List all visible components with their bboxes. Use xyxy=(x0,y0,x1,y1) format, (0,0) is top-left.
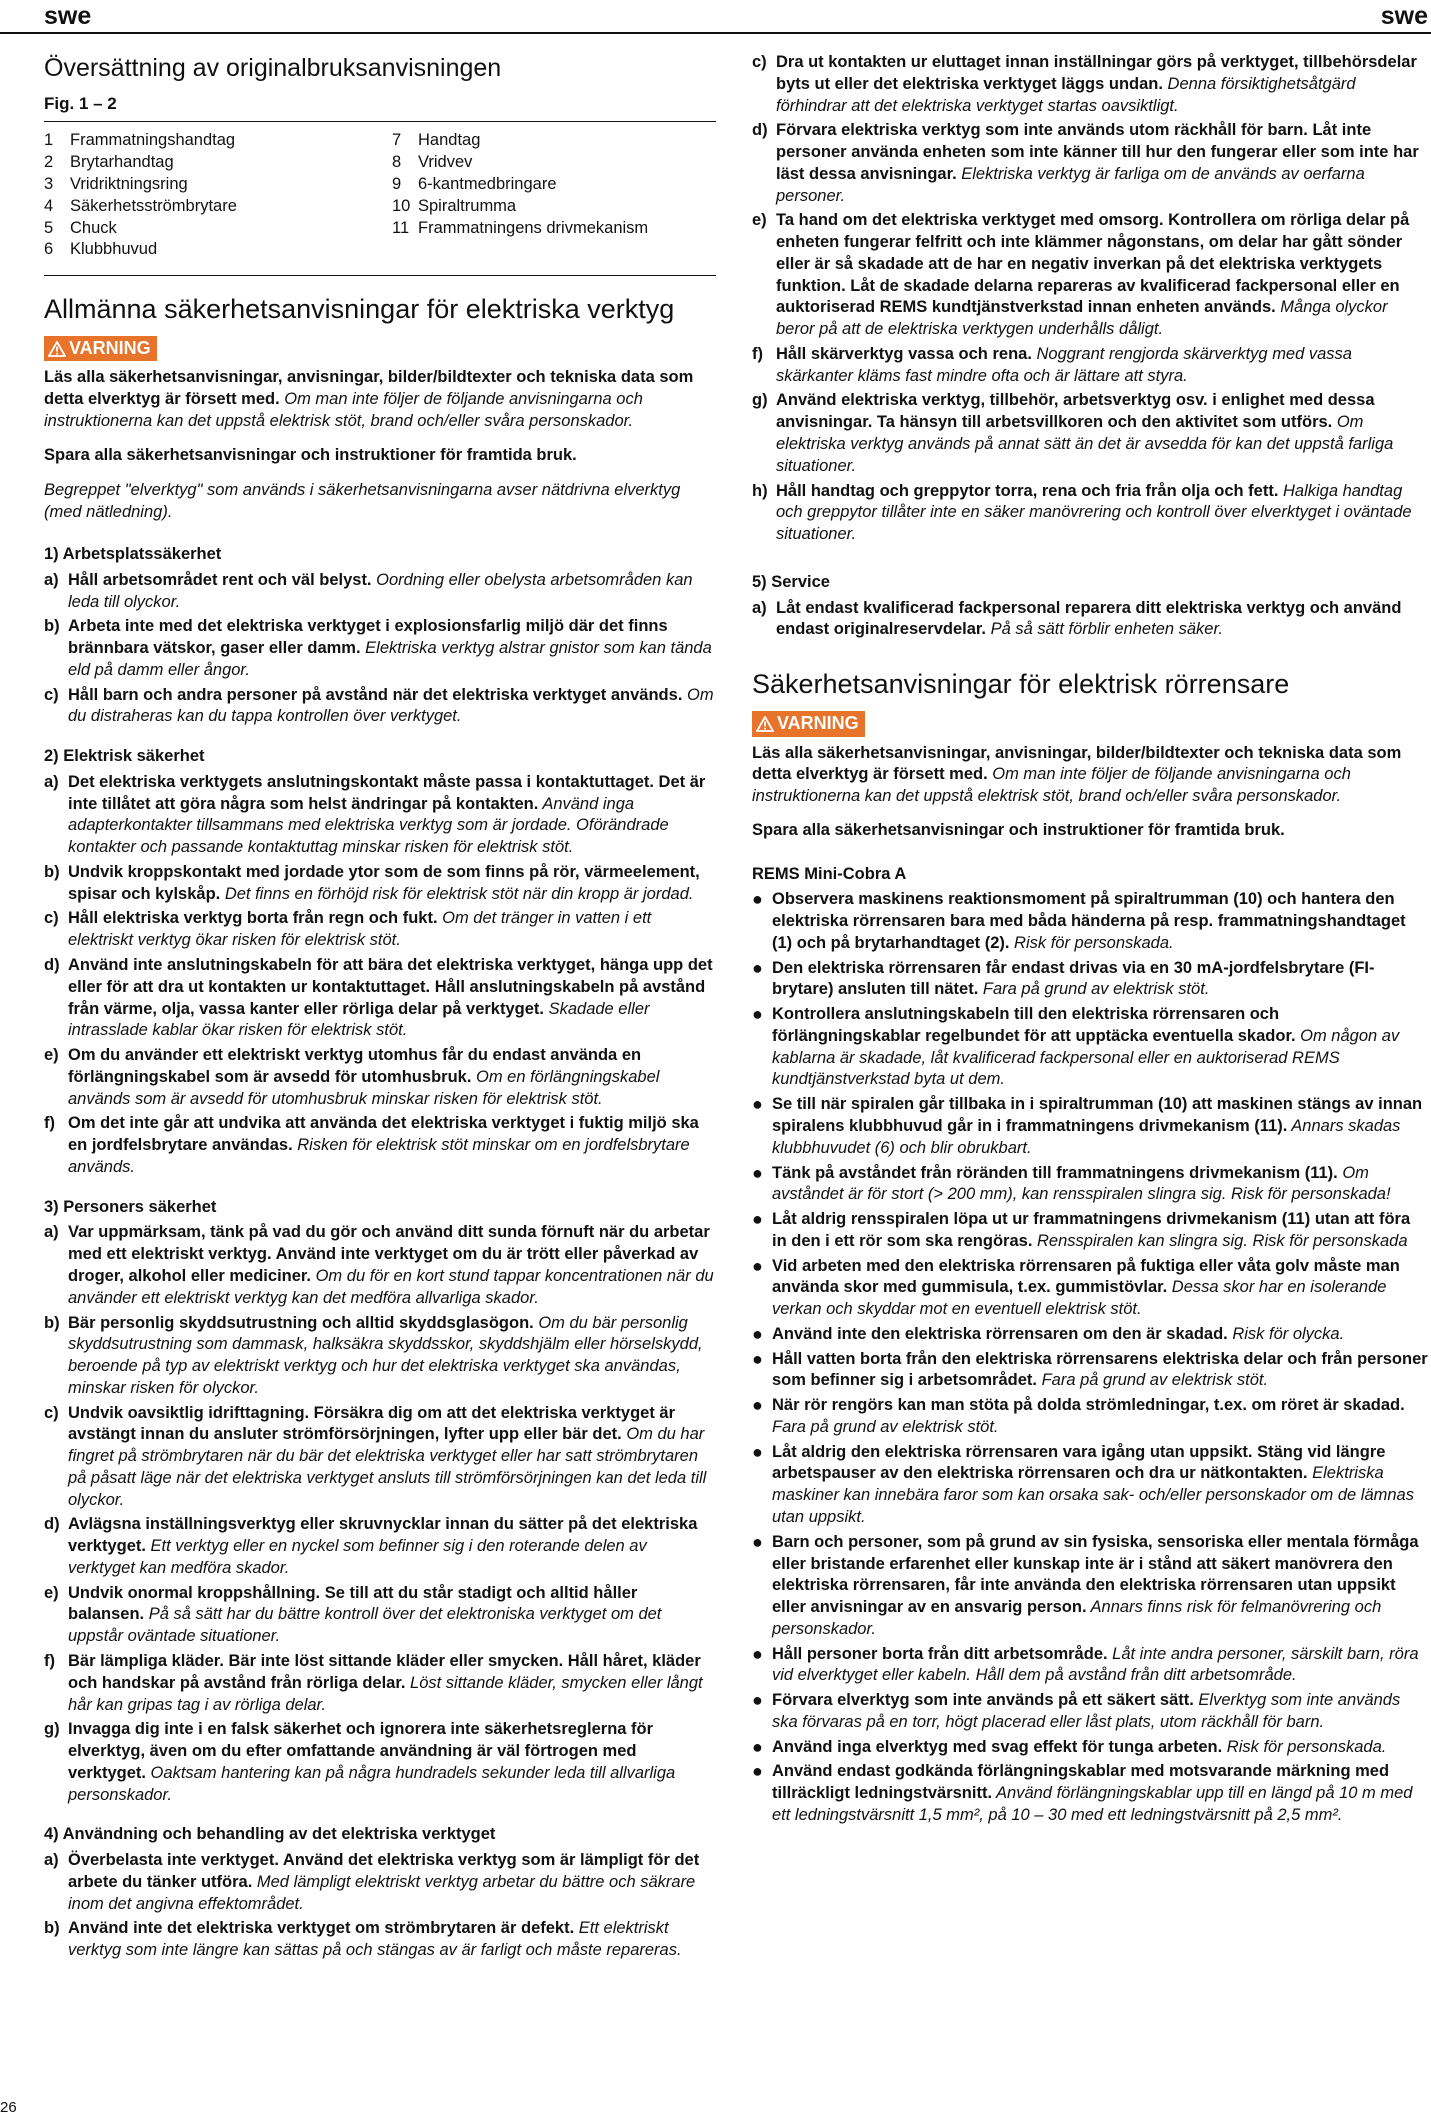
item-text-bold: Håll skärverktyg vassa och rena. xyxy=(776,344,1032,363)
part-name: Vridriktningsring xyxy=(70,174,188,193)
item-text-italic: Elektriska verktyg alstrar gnistor som kan tända eld på damm eller ångor. xyxy=(68,639,712,679)
instruction-item xyxy=(44,1313,716,1400)
item-text xyxy=(68,1313,716,1400)
item-label: ● xyxy=(752,1643,763,1664)
instruction-item xyxy=(752,889,1428,954)
item-label: c) xyxy=(752,53,767,71)
item-text-bold: Håll personer borta från ditt arbetsområde. xyxy=(772,1644,1108,1663)
general-keep-instructions: Spara alla säkerhetsanvisningar och instruktioner för framtida bruk. xyxy=(44,445,577,464)
item-text xyxy=(772,1761,1428,1826)
instruction-item xyxy=(752,210,1428,341)
service-items xyxy=(752,598,1428,642)
item-text-italic: Om du för en kort stund tappar koncentrationen när du använder ett elektriskt verktyg kan det medföra allvarliga skador. xyxy=(68,1266,714,1307)
instruction-item xyxy=(44,1045,716,1110)
part-item xyxy=(44,152,392,174)
item-text-bold: Barn och personer, som på grund av sin fysiska, sensoriska eller mentala förmåga eller bristande erfarenhet eller kunskap inte är i stånd att säkert manövrera den elektriska rörrensaren, får inte använda den elektriska rörrensaren utan uppsikt eller anvisningar av en ansvarig person. xyxy=(772,1532,1419,1617)
item-text xyxy=(68,772,716,859)
instruction-item xyxy=(44,1222,716,1309)
item-label: ● xyxy=(752,1209,763,1230)
item-text-bold: Tänk på avståndet från röränden till frammatningens drivmekanism (11). xyxy=(772,1163,1338,1182)
instruction-item xyxy=(44,616,716,681)
item-text-bold: Observera maskinens reaktionsmoment på spiraltrumman (10) och hantera den elektriska rörrensaren bara med båda händerna på resp. frammatningshandtaget (1) och på brytarhandtaget (2). xyxy=(772,890,1406,952)
part-item xyxy=(44,239,392,261)
part-name: Frammatningshandtag xyxy=(70,131,236,150)
item-label: ● xyxy=(752,1004,763,1025)
section-4-continued xyxy=(752,52,1428,546)
section-items xyxy=(44,772,716,1179)
item-text xyxy=(772,958,1428,1002)
item-text-italic: Använd inga adapterkontakter tillsammans med elektriska verktyg som är jordade. Oförändrade kontakter och passande kontaktuttag minskar risken för elektrisk stöt. xyxy=(68,794,669,857)
item-text-italic: Ett verktyg eller en nyckel som befinner sig i den roterande delen av verktyget kan medföra skador. xyxy=(68,1537,647,1577)
item-text xyxy=(68,862,716,906)
item-text-italic: Risk för personskada. xyxy=(1009,933,1174,952)
instruction-item xyxy=(752,598,1428,642)
general-intro-italic: Om man inte följer de följande anvisningarna och instruktionerna kan det uppstå elektrisk stöt, brand och/eller svåra personskador. xyxy=(44,390,643,430)
item-label: ● xyxy=(752,1441,763,1462)
item-label: ● xyxy=(752,1531,763,1552)
document-title: Översättning av originalbruksanvisningen xyxy=(44,54,502,82)
part-item xyxy=(392,152,716,174)
instruction-item xyxy=(44,908,716,952)
part-number: 9 xyxy=(392,174,402,193)
item-text-bold: Använd endast godkända förlängningskablar med motsvarande märkning med tillräckligt ledningstvärsnitt. xyxy=(772,1762,1390,1803)
instruction-item xyxy=(44,1514,716,1579)
instruction-item xyxy=(44,1719,716,1806)
part-number: 6 xyxy=(44,240,54,259)
item-text-italic: Dessa skor har en isolerande verkan och skyddar mot en eventuell elektrisk stöt. xyxy=(772,1278,1387,1319)
item-text-bold: Det elektriska verktygets anslutningskontakt måste passa i kontaktuttaget. Det är inte tillåtet att göra några som helst ändringar på kontakten. xyxy=(68,772,706,813)
instruction-item xyxy=(44,1918,716,1962)
instruction-item xyxy=(752,390,1428,477)
item-text-italic: Denna försiktighetsåtgärd förhindrar att det elektriska verktyget startas oavsiktligt. xyxy=(776,74,1356,115)
instruction-item xyxy=(44,1113,716,1178)
part-name: Klubbhuvud xyxy=(70,240,158,259)
item-text-italic: Elektriska maskiner kan innebära faror som kan orsaka sak- och/eller personskador om de lämnas utan uppsikt. xyxy=(772,1464,1414,1527)
item-text-bold: Undvik onormal kroppshållning. Se till att du står stadigt och alltid håller balansen. xyxy=(68,1583,638,1624)
item-text xyxy=(772,1737,1428,1759)
item-label: a) xyxy=(44,1223,59,1242)
part-item xyxy=(44,218,392,240)
item-text-italic: Om elektriska verktyg används på annat sätt än det är avsedda för kan det uppstå farliga situationer. xyxy=(776,413,1394,475)
part-item xyxy=(44,130,392,152)
item-text xyxy=(68,1222,716,1309)
part-number: 11 xyxy=(392,218,410,237)
item-text xyxy=(68,1850,716,1915)
instruction-item xyxy=(752,1163,1428,1207)
page-header xyxy=(0,0,1431,34)
item-label: ● xyxy=(752,1255,763,1276)
item-label: f) xyxy=(44,1651,55,1670)
specific-intro xyxy=(752,743,1428,808)
instruction-item xyxy=(44,1651,716,1716)
instruction-item xyxy=(44,1583,716,1648)
instruction-item xyxy=(44,862,716,906)
instruction-item xyxy=(752,1761,1428,1826)
item-text-bold: Ta hand om det elektriska verktyget med omsorg. Kontrollera om rörliga delar på enheten fungerar felfritt och inte klämmer någonstans, om delar har gått sönder eller är så skadade att de har en negativ inverkan på det elektriska verktygets funktion. Låt de skadade delarna repareras av kvalificerad fackpersonal eller en auktoriserad REMS kundtjänstverkstad innan enheten används. xyxy=(776,211,1410,317)
item-text xyxy=(772,1690,1428,1734)
instruction-item xyxy=(752,958,1428,1002)
item-text-bold: Dra ut kontakten ur eluttaget innan inställningar görs på verktyget, tillbehörsdelar byts ut eller det elektriska verktyget läggs undan. xyxy=(776,53,1417,93)
item-label: c) xyxy=(44,1403,59,1422)
section-title: 1) Arbetsplatssäkerhet xyxy=(44,545,222,563)
item-text-italic: Om du har fingret på strömbrytaren när du bär det elektriska verktyget eller har satt strömbrytaren på påsatt läge när det elektriska verktyget ansluts till strömförsörjningen kan det leda till olyckor. xyxy=(68,1425,707,1509)
item-label: e) xyxy=(44,1046,59,1065)
item-text-italic: Om du distraheras kan du tappa kontrollen över verktyget. xyxy=(68,685,714,726)
item-text-italic: Fara på grund av elektrisk stöt. xyxy=(978,980,1210,999)
item-label: ● xyxy=(752,1395,763,1416)
item-label: h) xyxy=(752,481,768,500)
part-name: 6-kantmedbringare xyxy=(418,174,557,193)
item-text-italic: Om en förlängningskabel används som är avsedd för utomhusbruk minskar risken för elektrisk stöt. xyxy=(68,1067,660,1108)
part-number: 4 xyxy=(44,196,54,215)
item-text-bold: Håll barn och andra personer på avstånd när det elektriska verktyget används. xyxy=(68,685,683,704)
part-number: 8 xyxy=(392,153,402,172)
item-text xyxy=(68,908,716,952)
instruction-item xyxy=(44,570,716,614)
item-text-italic: Skadade eller intrasslade kablar ökar risken för elektrisk stöt. xyxy=(68,999,650,1040)
instruction-item xyxy=(752,1004,1428,1091)
item-text-bold: Invagga dig inte i en falsk säkerhet och ignorera inte säkerhetsreglerna för elverktyg, även om du efter omfattande användning är väl förtrogen med verktyget. xyxy=(68,1720,654,1782)
instruction-item xyxy=(44,685,716,729)
item-text-italic: Om någon av kablarna är skadade, låt kvalificerad fackpersonal eller en auktoriserad REMS kundtjänstverkstad byta ut dem. xyxy=(772,1026,1400,1089)
item-text-italic: Noggrant rengjorda skärverktyg med vassa skärkanter kläms fast mindre ofta och är lättare att styra. xyxy=(776,344,1352,385)
item-text xyxy=(772,1209,1428,1253)
item-text-bold: Låt aldrig den elektriska rörrensaren vara igång utan uppsikt. Stäng vid längre arbetspauser av den elektriska rörrensaren och dra ur nätkontakten. xyxy=(772,1442,1386,1483)
item-text-bold: Var uppmärksam, tänk på vad du gör och använd ditt sunda förnuft när du arbetar med ett elektriskt verktyg. Använd inte verktyget om du är trött eller påverkad av droger, alkohol eller mediciner. xyxy=(68,1223,710,1285)
warning-label: VARNING xyxy=(777,712,859,733)
item-text xyxy=(776,52,1428,117)
item-text-italic: Löst sittande kläder, smycken eller långt hår kan gripas tag i av rörliga delar. xyxy=(68,1673,703,1714)
instruction-item xyxy=(44,1403,716,1512)
item-label: d) xyxy=(752,121,768,140)
item-label: g) xyxy=(752,391,768,410)
item-text xyxy=(68,1113,716,1178)
item-text-bold: Vid arbeten med den elektriska rörrensaren på fuktiga eller våta golv måste man använda skor med gummisula, t.ex. gummistövlar. xyxy=(772,1256,1400,1297)
item-label: a) xyxy=(44,570,59,589)
instruction-item xyxy=(44,772,716,859)
item-label: d) xyxy=(44,956,60,975)
item-label: a) xyxy=(44,772,59,791)
item-text xyxy=(776,120,1428,207)
item-label: c) xyxy=(44,685,59,704)
section-items xyxy=(44,1850,716,1962)
item-text-italic: Oordning eller obelysta arbetsområden kan leda till olyckor. xyxy=(68,570,693,611)
instruction-item xyxy=(752,1644,1428,1688)
item-text xyxy=(68,1719,716,1806)
item-text-bold: Bär personlig skyddsutrustning och alltid skyddsglasögon. xyxy=(68,1313,534,1332)
item-text xyxy=(776,598,1428,642)
instruction-item xyxy=(752,1256,1428,1321)
item-text-italic: Om du bär personlig skyddsutrustning som dammask, halksäkra skyddsskor, skyddshjälm eller hörselskydd, beroende på typ av elektriskt verktyg och hur det elektriska verktyget ska användas, minskar risken för olyckor. xyxy=(68,1313,703,1397)
item-text-italic: Halkiga handtag och greppytor tillåter inte en säker manövrering och kontroll över elverktyget i oväntade situationer. xyxy=(776,481,1412,544)
item-label: ● xyxy=(752,957,763,978)
item-label: ● xyxy=(752,1736,763,1757)
item-text xyxy=(772,1256,1428,1321)
part-item xyxy=(392,196,716,218)
part-number: 1 xyxy=(44,131,54,150)
item-label: d) xyxy=(44,1515,60,1534)
item-text xyxy=(772,1532,1428,1641)
item-text xyxy=(772,889,1428,954)
section-title: 5) Service xyxy=(752,572,830,591)
item-text-bold: Om det inte går att undvika att använda det elektriska verktyget i fuktig miljö ska en jordfelsbrytare användas. xyxy=(68,1114,699,1155)
item-label: g) xyxy=(44,1720,60,1739)
item-label: ● xyxy=(752,1162,763,1183)
general-sections xyxy=(44,544,716,1962)
item-text-bold: Förvara elektriska verktyg som inte används utom räckhåll för barn. Låt inte personer använda enheten som inte känner till hur den fungerar eller som inte har läst dessa anvisningar. xyxy=(776,121,1419,183)
item-text-bold: Låt endast kvalificerad fackpersonal reparera ditt elektriska verktyg och använd endast originalreservdelar. xyxy=(776,598,1402,639)
item-text-italic: Det finns en förhöjd risk för elektrisk stöt när din kropp är jordad. xyxy=(220,884,694,903)
parts-list xyxy=(44,130,716,276)
item-text-bold: Håll arbetsområdet rent och väl belyst. xyxy=(68,570,372,589)
instruction-item xyxy=(752,1532,1428,1641)
specific-keep-instructions: Spara alla säkerhetsanvisningar och instruktioner för framtida bruk. xyxy=(752,820,1285,839)
item-text-italic: Fara på grund av elektrisk stöt. xyxy=(772,1417,999,1436)
item-text-bold: Arbeta inte med det elektriska verktyget i explosionsfarlig miljö där det finns brännbara vätskor, gaser eller damm. xyxy=(68,617,668,658)
item-label: ● xyxy=(752,1761,763,1782)
instruction-item xyxy=(752,120,1428,207)
item-text-italic: Oaktsam hantering kan på några hundradels sekunder leda till allvarliga personskador. xyxy=(68,1763,676,1804)
item-text-italic: Elverktyg som inte används ska förvaras på en torr, högt placerad eller låst plats, utom räckhåll för barn. xyxy=(772,1691,1401,1731)
instruction-item xyxy=(752,1094,1428,1159)
item-text xyxy=(68,1583,716,1648)
item-text xyxy=(68,1514,716,1579)
instruction-item xyxy=(752,1690,1428,1734)
part-item xyxy=(392,174,716,196)
item-label: ● xyxy=(752,1323,763,1344)
item-text-bold: Undvik kroppskontakt med jordade ytor som de som finns på rör, värmeelement, spisar och kylskåp. xyxy=(68,862,700,903)
warning-triangle-icon xyxy=(756,716,774,732)
part-number: 3 xyxy=(44,174,54,193)
part-item xyxy=(392,130,716,152)
instruction-item xyxy=(752,1349,1428,1393)
item-label: e) xyxy=(752,211,767,230)
general-safety-heading: Allmänna säkerhetsanvisningar för elektriska verktyg xyxy=(44,294,675,325)
item-text-bold: Använd inte det elektriska verktyget om strömbrytaren är defekt. xyxy=(68,1919,575,1938)
part-name: Frammatningens drivmekanism xyxy=(418,218,649,237)
specific-intro-italic: Om man inte följer de följande anvisningarna och instruktionerna kan det uppstå elektrisk stöt, brand och/eller svåra personskador. xyxy=(752,765,1351,806)
item-text xyxy=(68,616,716,681)
language-code-left: swe xyxy=(44,2,92,30)
item-text xyxy=(68,1918,716,1962)
item-text-italic: Många olyckor beror på att de elektriska verktygen underhålls dåligt. xyxy=(776,298,1388,339)
item-text-italic: Fara på grund av elektrisk stöt. xyxy=(1036,1371,1269,1390)
item-label: ● xyxy=(752,1094,763,1115)
instruction-item xyxy=(752,1737,1428,1759)
item-label: f) xyxy=(44,1114,55,1133)
device-name: REMS Mini-Cobra A xyxy=(752,864,907,883)
item-text-bold: Använd inga elverktyg med svag effekt för tunga arbeten. xyxy=(772,1737,1223,1756)
section-items xyxy=(44,570,716,728)
instruction-item xyxy=(752,52,1428,117)
item-text-italic: Om avståndet är för stort (> 200 mm), kan rensspiralen slingra sig. Risk för personskada! xyxy=(772,1163,1391,1204)
item-text-italic: Med lämpligt elektriskt verktyg arbetar du bättre och säkrare inom det angivna effektområdet. xyxy=(68,1872,696,1913)
section-title: 3) Personers säkerhet xyxy=(44,1197,217,1216)
item-text xyxy=(68,1045,716,1110)
item-text-italic: På så sätt förblir enheten säker. xyxy=(986,620,1223,639)
instruction-item xyxy=(44,1850,716,1915)
figure-reference: Fig. 1 – 2 xyxy=(44,93,716,122)
language-code-right: swe xyxy=(1380,2,1428,30)
instruction-item xyxy=(752,1209,1428,1253)
item-text xyxy=(68,685,716,729)
item-text xyxy=(68,570,716,614)
item-label: b) xyxy=(44,1313,60,1332)
item-label: b) xyxy=(44,617,60,636)
part-item xyxy=(392,218,716,240)
item-label: ● xyxy=(752,1348,763,1369)
item-text xyxy=(772,1163,1428,1207)
left-column xyxy=(44,52,716,1965)
parts-list-right xyxy=(392,130,716,261)
item-label: a) xyxy=(752,598,767,617)
item-text-bold: Låt aldrig rensspiralen löpa ut ur frammatningens drivmekanism (11) utan att föra in den i ett rör som ska rengöras. xyxy=(772,1210,1411,1250)
item-text-bold: Använd elektriska verktyg, tillbehör, arbetsverktyg osv. i enlighet med dessa anvisningar. Ta hänsyn till arbetsvillkoren och den aktivitet som utförs. xyxy=(776,391,1375,432)
item-text-italic: Låt inte andra personer, särskilt barn, röra vid elverktyget eller kabeln. Håll dem på avstånd från ditt arbetsområde. xyxy=(772,1644,1419,1685)
section-items xyxy=(44,1222,716,1806)
item-text xyxy=(776,210,1428,341)
item-text-bold: Använd inte anslutningskabeln för att bära det elektriska verktyget, hänga upp det eller för att dra ut kontakten ur kontaktuttaget. Håll anslutningskabeln på avstånd från värme, olja, vassa kanter eller rörliga delar på verktyget. xyxy=(68,956,713,1018)
item-text xyxy=(772,1395,1428,1439)
item-text-bold: Förvara elverktyg som inte används på ett säkert sätt. xyxy=(772,1691,1194,1710)
item-text-bold: När rör rengörs kan man stöta på dolda strömledningar, t.ex. om röret är skadad. xyxy=(772,1396,1405,1415)
part-name: Handtag xyxy=(418,131,481,150)
warning-badge xyxy=(752,711,865,737)
warning-label: VARNING xyxy=(69,337,151,358)
item-text xyxy=(772,1349,1428,1393)
warning-triangle-icon xyxy=(48,341,66,357)
item-label: ● xyxy=(752,1690,763,1711)
right-column xyxy=(752,52,1428,1830)
item-text-italic: Annars skadas klubbhuvudet (6) och blir obrukbart. xyxy=(772,1117,1401,1157)
instruction-item xyxy=(752,1324,1428,1346)
item-text-bold: Håll handtag och greppytor torra, rena och fria från olja och fett. xyxy=(776,481,1279,500)
item-text xyxy=(772,1644,1428,1688)
instruction-item xyxy=(752,344,1428,388)
item-text-bold: Håll elektriska verktyg borta från regn och fukt. xyxy=(68,909,438,928)
item-text-bold: Om du använder ett elektriskt verktyg utomhus får du endast använda en förlängningskabel som är avsedd för utomhusbruk. xyxy=(68,1046,642,1086)
part-number: 2 xyxy=(44,153,54,172)
part-name: Brytarhandtag xyxy=(70,153,174,172)
part-name: Chuck xyxy=(70,218,117,237)
item-text-italic: På så sätt har du bättre kontroll över det elektroniska verktyget om det uppstår oväntade situationer. xyxy=(68,1605,662,1646)
power-tool-definition: Begreppet "elverktyg" som används i säkerhetsanvisningarna avser nätdrivna elverktyg (med nätledning). xyxy=(44,481,681,522)
item-text xyxy=(772,1004,1428,1091)
item-text xyxy=(68,1403,716,1512)
section-title: 2) Elektrisk säkerhet xyxy=(44,747,205,766)
item-text-italic: Använd förlängningskablar upp till en längd på 10 m med ett ledningstvärsnitt 1,5 mm², på 10 – 30 med ett ledningstvärsnitt på 2,5 mm². xyxy=(772,1784,1413,1824)
item-text xyxy=(772,1324,1428,1346)
item-text-italic: Rensspiralen kan slingra sig. Risk för personskada xyxy=(1032,1231,1408,1250)
item-text-bold: Använd inte den elektriska rörrensaren om den är skadad. xyxy=(772,1324,1228,1343)
item-text-bold: Bär lämpliga kläder. Bär inte löst sittande kläder eller smycken. Håll håret, kläder och handskar på avstånd från rörliga delar. xyxy=(68,1651,701,1692)
item-text xyxy=(776,344,1428,388)
part-name: Vridvev xyxy=(418,153,473,172)
item-text-italic: Annars finns risk för felmanövrering och personskador. xyxy=(772,1598,1382,1638)
item-text-bold: Överbelasta inte verktyget. Använd det elektriska verktyg som är lämpligt för det arbete du tänker utföra. xyxy=(68,1851,700,1891)
instruction-item xyxy=(752,481,1428,546)
item-text-italic: Risken för elektrisk stöt minskar om en jordfelsbrytare används. xyxy=(68,1136,690,1176)
item-label: b) xyxy=(44,862,60,881)
part-name: Säkerhetsströmbrytare xyxy=(70,196,237,215)
specific-intro-bold: Läs alla säkerhetsanvisningar, anvisningar, bilder/bildtexter och tekniska data som detta elverktyg är försett med. xyxy=(752,743,1402,784)
general-intro xyxy=(44,367,716,432)
item-label: ● xyxy=(752,889,763,910)
item-text-bold: Håll vatten borta från den elektriska rörrensarens elektriska delar och från personer som befinner sig i arbetsområdet. xyxy=(772,1349,1428,1390)
item-text xyxy=(776,390,1428,477)
part-name: Spiraltrumma xyxy=(418,196,517,215)
specific-bullet-list xyxy=(752,889,1428,1826)
item-text-bold: Avlägsna inställningsverktyg eller skruvnycklar innan du sätter på det elektriska verktyget. xyxy=(68,1515,698,1556)
item-label: c) xyxy=(44,909,59,928)
warning-badge xyxy=(44,336,157,362)
item-text-italic: Risk för personskada. xyxy=(1222,1737,1387,1756)
section-title: 4) Användning och behandling av det elektriska verktyget xyxy=(44,1825,496,1844)
item-text-bold: Kontrollera anslutningskabeln till den elektriska rörrensaren och förlängningskablar regelbundet för att upptäcka eventuella skador. xyxy=(772,1005,1296,1045)
item-text-italic: Om det tränger in vatten i ett elektriskt verktyg ökar risken för elektrisk stöt. xyxy=(68,909,652,950)
specific-safety-heading: Säkerhetsanvisningar för elektrisk rörrensare xyxy=(752,669,1290,700)
instruction-item xyxy=(752,1395,1428,1439)
item-text-bold: Undvik oavsiktlig idrifttagning. Försäkra dig om att det elektriska verktyget är avstängt innan du ansluter strömförsörjningen, lyfter upp eller bär det. xyxy=(68,1403,676,1444)
item-label: f) xyxy=(752,344,763,363)
part-number: 7 xyxy=(392,131,402,150)
item-text-italic: Ett elektriskt verktyg som inte längre kan sättas på och stängas av är farligt och måste repareras. xyxy=(68,1919,682,1960)
item-text-italic: Elektriska verktyg är farliga om de används av oerfarna personer. xyxy=(776,164,1365,205)
item-text xyxy=(776,481,1428,546)
instruction-item xyxy=(752,1442,1428,1529)
general-intro-bold: Läs alla säkerhetsanvisningar, anvisningar, bilder/bildtexter och tekniska data som detta elverktyg är försett med. xyxy=(44,368,694,409)
parts-list-left xyxy=(44,130,392,261)
item-label: e) xyxy=(44,1583,59,1602)
part-number: 5 xyxy=(44,218,54,237)
part-item xyxy=(44,174,392,196)
item-text xyxy=(68,1651,716,1716)
instruction-item xyxy=(44,955,716,1042)
item-text-italic: Risk för olycka. xyxy=(1227,1324,1345,1343)
page-number: 26 xyxy=(0,2099,17,2117)
item-text-bold: Den elektriska rörrensaren får endast drivas via en 30 mA-jordfelsbrytare (FI-brytare) ansluten till nätet. xyxy=(772,958,1375,999)
item-text xyxy=(772,1442,1428,1529)
part-item xyxy=(44,196,392,218)
item-text xyxy=(68,955,716,1042)
item-label: b) xyxy=(44,1919,60,1938)
item-text xyxy=(772,1094,1428,1159)
item-text-bold: Se till när spiralen går tillbaka in i spiraltrumman (10) att maskinen stängs av innan spiralens klubbhuvud går in i frammatningens drivmekanism (11). xyxy=(772,1095,1423,1135)
item-label: a) xyxy=(44,1851,59,1870)
part-number: 10 xyxy=(392,196,411,215)
